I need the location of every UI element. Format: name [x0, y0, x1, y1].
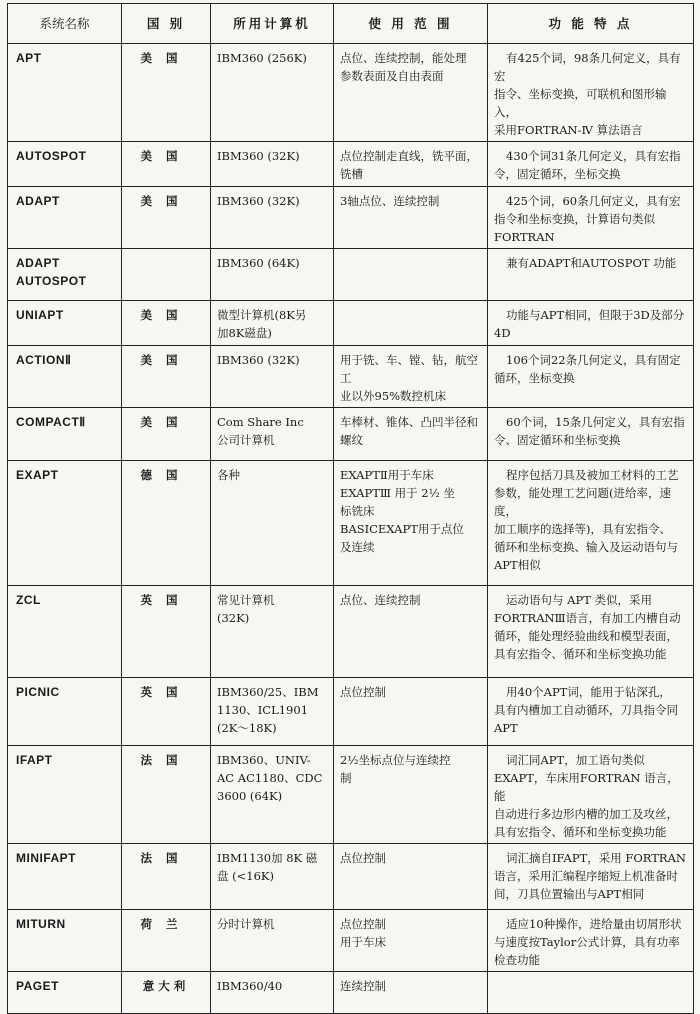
- table-row: [8, 301, 694, 346]
- scope-cell: 点位、连续控制: [334, 586, 488, 678]
- table-row: [8, 346, 694, 408]
- system-name-cell: IFAPT: [8, 746, 122, 844]
- system-name-cell: COMPACTⅡ: [8, 408, 122, 461]
- features-cell: 用40个APT词，能用于钻深孔， 具有内槽加工自动循环，刀具指令同 APT: [488, 678, 694, 746]
- nc-programming-systems-table: [7, 3, 694, 1014]
- country-cell: 英国: [122, 586, 211, 678]
- features-cell: 运动语句与 APT 类似，采用 FORTRANⅢ语言，有加工内槽自动 循环，能处理经验曲线和模型表面， 具有宏指令、循环和坐标变换功能: [488, 586, 694, 678]
- table-row: [8, 844, 694, 910]
- computer-cell: IBM360/25、IBM 1130、ICL1901 (2K～18K): [211, 678, 334, 746]
- system-name-cell: MITURN: [8, 910, 122, 972]
- system-name-cell: PAGET: [8, 972, 122, 1014]
- country-cell: 美国: [122, 142, 211, 187]
- computer-cell: IBM360 (256K): [211, 44, 334, 142]
- computer-cell: IBM360 (32K): [211, 187, 334, 249]
- country-cell: 美国: [122, 187, 211, 249]
- computer-cell: 分时计算机: [211, 910, 334, 972]
- country-cell: 意大利: [122, 972, 211, 1014]
- table-row: [8, 910, 694, 972]
- country-cell: 英国: [122, 678, 211, 746]
- computer-cell: IBM360 (64K): [211, 249, 334, 301]
- country-cell: 美国: [122, 346, 211, 408]
- scope-cell: 点位控制: [334, 844, 488, 910]
- computer-cell: 微型计算机(8K另 加8K磁盘): [211, 301, 334, 346]
- country-cell: 荷兰: [122, 910, 211, 972]
- system-name-cell: ADAPT: [8, 187, 122, 249]
- table-row: [8, 678, 694, 746]
- system-name-cell: APT: [8, 44, 122, 142]
- country-cell: 美国: [122, 301, 211, 346]
- country-cell: 德国: [122, 461, 211, 586]
- computer-cell: IBM360、UNIV- AC AC1180、CDC 3600 (64K): [211, 746, 334, 844]
- country-cell: 法国: [122, 844, 211, 910]
- computer-cell: Com Share Inc 公司计算机: [211, 408, 334, 461]
- table-row: [8, 461, 694, 586]
- table-row: [8, 586, 694, 678]
- scope-cell: 用于铣、车、镗、钻，航空工 业以外95%数控机床: [334, 346, 488, 408]
- features-cell: 60个词，15条几何定义，具有宏指 令、固定循环和坐标变换: [488, 408, 694, 461]
- country-cell: 美国: [122, 408, 211, 461]
- computer-cell: 各种: [211, 461, 334, 586]
- features-cell: 词汇同APT，加工语句类似 EXAPT，车床用FORTRAN 语言，能 自动进行多边形内槽的加工及攻丝， 具有宏指令、循环和坐标变换功能: [488, 746, 694, 844]
- table-row: [8, 249, 694, 301]
- scope-cell: EXAPTⅡ用于车床 EXAPTⅢ 用于 2½ 坐 标铣床 BASICEXAPT用于点位 及连续: [334, 461, 488, 586]
- header-computer: 所用计算机: [211, 4, 334, 44]
- computer-cell: IBM360/40: [211, 972, 334, 1014]
- system-name-cell: EXAPT: [8, 461, 122, 586]
- computer-cell: IBM360 (32K): [211, 142, 334, 187]
- features-cell: 430个词31条几何定义，具有宏指 令，固定循环，坐标交换: [488, 142, 694, 187]
- table-row: [8, 972, 694, 1014]
- scope-cell: 点位控制 用于车床: [334, 910, 488, 972]
- scope-cell: 连续控制: [334, 972, 488, 1014]
- system-name-cell: ADAPT AUTOSPOT: [8, 249, 122, 301]
- table-row: [8, 187, 694, 249]
- header-system-name: 系统名称: [8, 4, 122, 44]
- features-cell: [488, 972, 694, 1014]
- scope-cell: 车棒材、锥体、凸凹半径和 螺纹: [334, 408, 488, 461]
- computer-cell: IBM360 (32K): [211, 346, 334, 408]
- header-scope: 使 用 范 围: [334, 4, 488, 44]
- table-row: [8, 44, 694, 142]
- scope-cell: 2½坐标点位与连续控 制: [334, 746, 488, 844]
- scope-cell: 点位控制走直线，铣平面， 铣槽: [334, 142, 488, 187]
- system-name-cell: AUTOSPOT: [8, 142, 122, 187]
- scope-cell: 3轴点位、连续控制: [334, 187, 488, 249]
- system-name-cell: MINIFAPT: [8, 844, 122, 910]
- system-name-cell: PICNIC: [8, 678, 122, 746]
- system-name-cell: ACTIONⅡ: [8, 346, 122, 408]
- table-row: [8, 746, 694, 844]
- table-row: [8, 408, 694, 461]
- scope-cell: 点位控制: [334, 678, 488, 746]
- country-cell: [122, 249, 211, 301]
- features-cell: 兼有ADAPT和AUTOSPOT 功能: [488, 249, 694, 301]
- features-cell: 适应10种操作，进给量由切屑形状 与速度按Taylor公式计算，具有功率 检查功能: [488, 910, 694, 972]
- header-country: 国 别: [122, 4, 211, 44]
- header-row: [8, 4, 694, 44]
- scope-cell: [334, 249, 488, 301]
- country-cell: 法国: [122, 746, 211, 844]
- features-cell: 425个词，60条几何定义，具有宏 指令和坐标变换，计算语句类似 FORTRAN: [488, 187, 694, 249]
- scope-cell: [334, 301, 488, 346]
- features-cell: 词汇摘自IFAPT，采用 FORTRAN 语言，采用汇编程序缩短上机准备时 间，刀具位置输出与APT相同: [488, 844, 694, 910]
- scope-cell: 点位、连续控制，能处理 参数表面及自由表面: [334, 44, 488, 142]
- computer-cell: IBM1130加 8K 磁 盘 (<16K): [211, 844, 334, 910]
- computer-cell: 常见计算机 (32K): [211, 586, 334, 678]
- features-cell: 有425个词，98条几何定义，具有宏 指令、坐标变换，可联机和图形输入， 采用FORTRAN-Ⅳ 算法语言: [488, 44, 694, 142]
- features-cell: 程序包括刀具及被加工材料的工艺 参数，能处理工艺问题(进给率，速度， 加工顺序的选择等)，具有宏指令、 循环和坐标变换、输入及运动语句与 APT相似: [488, 461, 694, 586]
- system-name-cell: UNIAPT: [8, 301, 122, 346]
- header-features: 功 能 特 点: [488, 4, 694, 44]
- features-cell: 106个词22条几何定义，具有固定 循环，坐标变换: [488, 346, 694, 408]
- system-name-cell: ZCL: [8, 586, 122, 678]
- country-cell: 美国: [122, 44, 211, 142]
- features-cell: 功能与APT相同，但限于3D及部分 4D: [488, 301, 694, 346]
- table-row: [8, 142, 694, 187]
